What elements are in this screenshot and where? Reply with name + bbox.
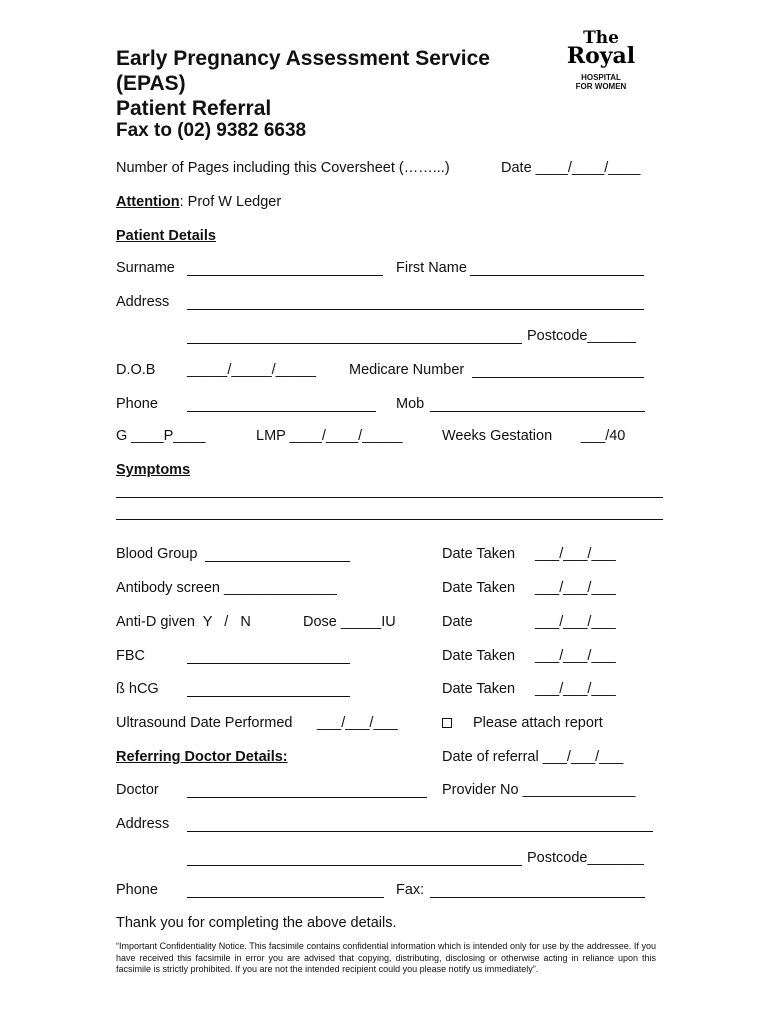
dob-label: D.O.B [116, 362, 156, 378]
mob-field[interactable] [430, 411, 645, 412]
antibody-date[interactable]: ___/___/___ [535, 580, 616, 596]
dob-field[interactable]: _____/_____/_____ [187, 362, 317, 378]
title-line-2: (EPAS) [116, 72, 186, 95]
anti-d-given[interactable]: Anti-D given Y / N [116, 614, 251, 630]
date-label: Date [442, 614, 473, 630]
antibody-screen-field[interactable]: Antibody screen ______________ [116, 580, 337, 596]
date-taken-label: Date Taken [442, 580, 516, 596]
address-label: Address [116, 294, 170, 310]
title-line-1: Early Pregnancy Assessment Service [116, 47, 490, 70]
gravida-para-field[interactable]: G ____P____ [116, 428, 206, 444]
postcode-field[interactable]: Postcode______ [527, 328, 636, 344]
pages-label: Number of Pages including this Coversheet (……...) [116, 160, 450, 176]
logo-for-women: FOR WOMEN [575, 82, 627, 91]
referring-doctor-heading: Referring Doctor Details: [116, 749, 288, 765]
ultrasound-label: Ultrasound Date Performed [116, 715, 293, 731]
patient-details-heading: Patient Details [116, 228, 216, 244]
logo-the: The [583, 28, 619, 48]
lmp-field[interactable]: LMP ____/____/_____ [256, 428, 403, 444]
mob-label: Mob [396, 396, 425, 412]
doctor-label: Doctor [116, 782, 159, 798]
address-field-2[interactable] [187, 343, 522, 344]
hcg-field[interactable] [187, 696, 350, 697]
doctor-fax-field[interactable] [430, 897, 645, 898]
blood-group-field[interactable] [205, 561, 350, 562]
doctor-phone-field[interactable] [187, 897, 384, 898]
attach-report-checkbox[interactable] [442, 718, 452, 728]
phone-field[interactable] [187, 411, 376, 412]
title-line-3: Patient Referral [116, 97, 272, 120]
fbc-field[interactable] [187, 663, 350, 664]
surname-label: Surname [116, 260, 175, 276]
blood-group-label: Blood Group [116, 546, 198, 562]
doctor-address-field-1[interactable] [187, 831, 653, 832]
date-taken-label: Date Taken [442, 681, 516, 697]
fax-number: Fax to (02) 9382 6638 [116, 120, 307, 141]
attention-line [116, 193, 281, 211]
date-taken-label: Date Taken [442, 648, 516, 664]
fbc-date[interactable]: ___/___/___ [535, 648, 616, 664]
logo-royal: Royal [566, 43, 636, 69]
medicare-label: Medicare Number [349, 362, 465, 378]
doctor-postcode-field[interactable]: Postcode_______ [527, 850, 644, 866]
doctor-field[interactable] [187, 797, 427, 798]
doctor-fax-label: Fax: [396, 882, 425, 898]
phone-label: Phone [116, 396, 158, 412]
first-name-label: First Name [396, 260, 467, 276]
date-taken-label: Date Taken [442, 546, 516, 562]
doctor-address-field-2[interactable] [187, 865, 522, 866]
logo-hospital: HOSPITAL [581, 73, 621, 82]
doctor-phone-label: Phone [116, 882, 158, 898]
symptoms-line-1[interactable] [116, 497, 663, 498]
anti-d-date[interactable]: ___/___/___ [535, 614, 616, 630]
confidentiality-notice: “Important Confidentiality Notice. This facsimile contains confidential information which is intended only for use by the addressee. If you have received this facsimile in error you are advised that copying, distributing, disclosing or otherwise acting in reliance upon this facsimile is strictly prohibited. If you are not the intended recipient could you please notify us immediately”. [116, 941, 656, 974]
date-field[interactable]: Date ____/____/____ [501, 160, 641, 176]
hcg-date[interactable]: ___/___/___ [535, 681, 616, 697]
date-of-referral-field[interactable]: Date of referral ___/___/___ [442, 749, 624, 765]
provider-number-field[interactable]: Provider No ______________ [442, 782, 636, 798]
first-name-field[interactable] [470, 275, 644, 276]
hcg-label: ß hCG [116, 681, 159, 697]
fbc-label: FBC [116, 648, 145, 664]
doctor-address-label: Address [116, 816, 170, 832]
symptoms-line-2[interactable] [116, 519, 663, 520]
dose-field[interactable]: Dose _____IU [303, 614, 396, 630]
symptoms-heading: Symptoms [116, 462, 191, 478]
surname-field[interactable] [187, 275, 383, 276]
blood-group-date[interactable]: ___/___/___ [535, 546, 616, 562]
medicare-field[interactable] [472, 377, 644, 378]
ultrasound-date[interactable]: ___/___/___ [317, 715, 398, 731]
royal-hospital-logo [566, 30, 636, 92]
attention-value: : Prof W Ledger [179, 194, 282, 210]
weeks-gestation-field[interactable]: ___/40 [581, 428, 626, 444]
address-field-1[interactable] [187, 309, 644, 310]
attach-report-label: Please attach report [473, 715, 603, 731]
thank-you-text: Thank you for completing the above details. [116, 915, 397, 931]
weeks-gestation-label: Weeks Gestation [442, 428, 553, 444]
attention-label: Attention [116, 194, 180, 210]
